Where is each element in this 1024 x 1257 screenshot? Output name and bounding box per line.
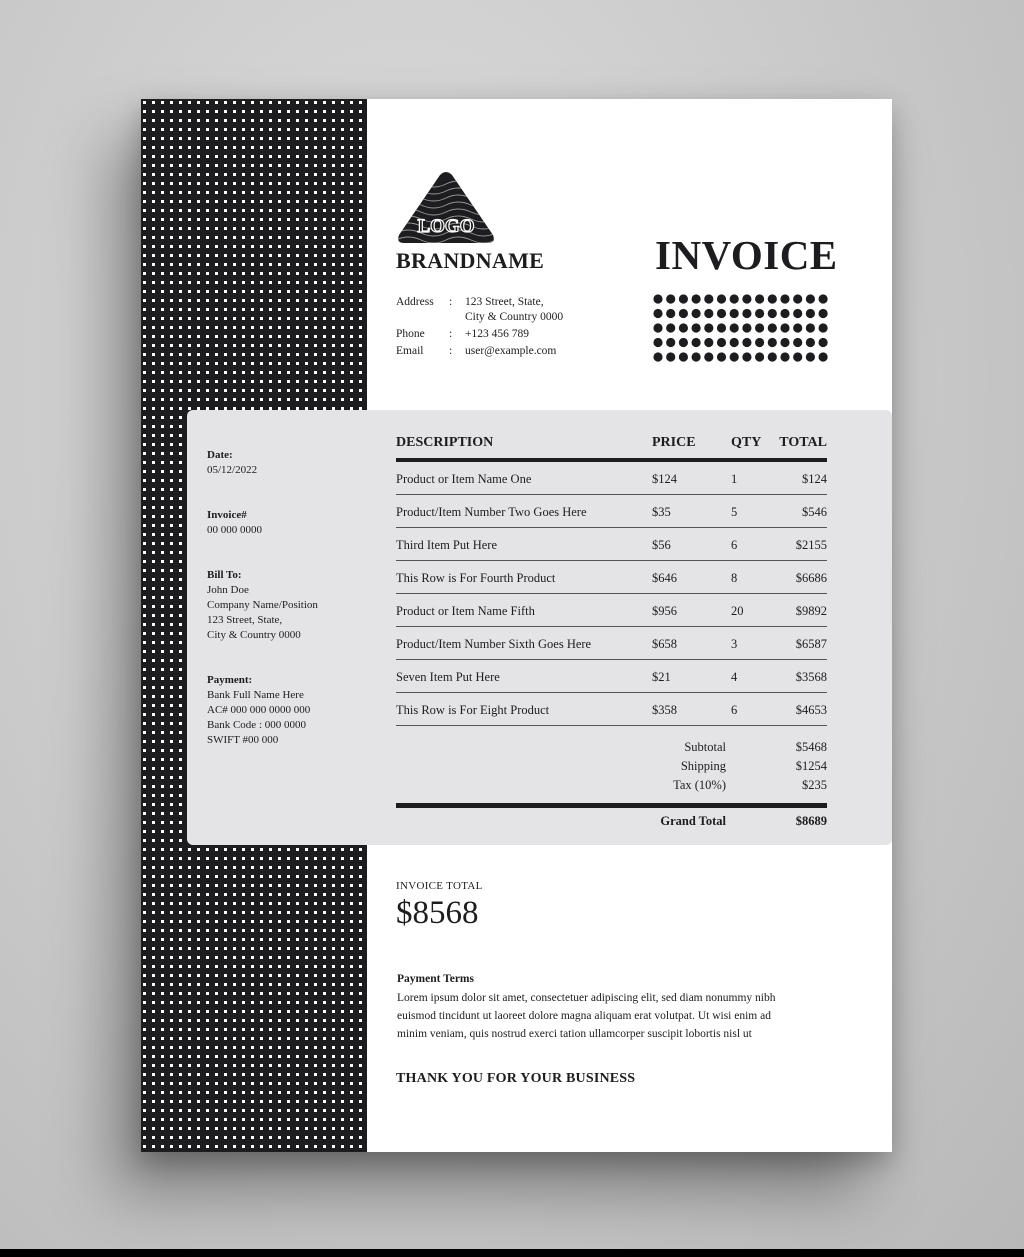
dot-mark (704, 309, 713, 318)
dot-mark (730, 294, 739, 303)
dot-mark (679, 352, 688, 361)
cell-price: $56 (652, 537, 671, 552)
contact-address (396, 295, 605, 327)
phone-value: +123 456 789 (465, 328, 529, 340)
summary-value: $235 (802, 778, 827, 792)
cell-total: $4653 (795, 702, 827, 717)
cell-description: Third Item Put Here (396, 537, 498, 552)
cell-qty: 3 (731, 636, 738, 651)
cell-total: $2155 (795, 537, 827, 552)
summary-value: $5468 (795, 740, 827, 754)
dot-mark (679, 309, 688, 318)
invoice-total-label: INVOICE TOTAL (396, 880, 483, 892)
cell-qty: 4 (731, 669, 738, 684)
contact-label: Address (396, 296, 434, 308)
dot-mark (793, 294, 802, 303)
logo-text: LOGO (417, 216, 475, 237)
dot-mark (653, 309, 662, 318)
meta-value: SWIFT #00 000 (207, 734, 279, 746)
header-description: DESCRIPTION (396, 435, 494, 450)
invoice-sheet (141, 99, 892, 1152)
meta-value: 00 000 0000 (207, 524, 262, 536)
grand-total-value: $8689 (795, 814, 827, 828)
invoice-meta (207, 448, 357, 778)
contact-label: Email (396, 345, 424, 357)
meta-label: Date: (207, 449, 233, 461)
dot-mark (679, 338, 688, 347)
dot-mark (793, 323, 802, 332)
meta-value: John Doe (207, 584, 249, 596)
grand-total-label: Grand Total (660, 814, 726, 828)
cell-description: Seven Item Put Here (396, 669, 500, 684)
invoice-details-panel (187, 410, 892, 845)
dot-mark (666, 338, 675, 347)
cell-qty: 1 (731, 471, 738, 486)
cell-price: $124 (652, 471, 677, 486)
dot-grid-decoration (653, 294, 829, 362)
dot-mark (755, 352, 764, 361)
payment-terms-line: minim veniam, quis nostrud exerci tation ullamcorper suscipit lobortis nisl ut (397, 1028, 752, 1040)
meta-payment (207, 673, 357, 748)
meta-bill-to (207, 568, 357, 643)
dot-mark (780, 352, 789, 361)
dot-mark (755, 309, 764, 318)
dot-mark (704, 323, 713, 332)
summary-label: Subtotal (684, 740, 726, 754)
dot-mark (806, 323, 815, 332)
table-row (396, 528, 827, 561)
dot-mark (730, 323, 739, 332)
dot-mark (768, 338, 777, 347)
cell-price: $658 (652, 636, 677, 651)
triangle-logo-icon (396, 172, 496, 244)
header-total: TOTAL (779, 435, 827, 450)
grand-total-row (396, 814, 827, 829)
dot-mark (730, 309, 739, 318)
cell-qty: 6 (731, 702, 738, 717)
dot-mark (780, 294, 789, 303)
dot-mark (780, 338, 789, 347)
dot-mark (692, 294, 701, 303)
brand-logo (396, 172, 496, 244)
cell-price: $956 (652, 603, 677, 618)
meta-label: Invoice# (207, 509, 247, 521)
contact-phone (396, 327, 605, 344)
cell-total: $546 (802, 504, 827, 519)
invoice-title: INVOICE (655, 232, 838, 278)
items-table (396, 428, 827, 726)
contact-label: Phone (396, 328, 425, 340)
dot-mark (717, 338, 726, 347)
dot-mark (692, 323, 701, 332)
dot-mark (692, 352, 701, 361)
cell-description: Product or Item Name One (396, 471, 532, 486)
cell-qty: 6 (731, 537, 738, 552)
dot-mark (742, 323, 751, 332)
meta-label: Bill To: (207, 569, 242, 581)
meta-value: Bank Code : 000 0000 (207, 719, 306, 731)
cell-total: $3568 (795, 669, 827, 684)
address-line: 123 Street, State, (465, 296, 544, 308)
cell-description: Product/Item Number Sixth Goes Here (396, 636, 592, 651)
cell-price: $646 (652, 570, 677, 585)
cell-total: $124 (802, 471, 827, 486)
cell-description: Product/Item Number Two Goes Here (396, 504, 587, 519)
table-row (396, 462, 827, 495)
dot-mark (793, 338, 802, 347)
dot-mark (793, 309, 802, 318)
thank-you-message: THANK YOU FOR YOUR BUSINESS (396, 1071, 636, 1086)
meta-value: Bank Full Name Here (207, 689, 304, 701)
cell-total: $9892 (795, 603, 827, 618)
dot-mark (704, 294, 713, 303)
dot-mark (819, 309, 828, 318)
meta-value: City & Country 0000 (207, 629, 301, 641)
payment-terms-line: Lorem ipsum dolor sit amet, consectetuer adipiscing elit, sed diam nonummy nibh (397, 992, 776, 1004)
dot-mark (742, 338, 751, 347)
meta-value: 123 Street, State, (207, 614, 283, 626)
email-value: user@example.com (465, 345, 557, 357)
contact-separator: : (449, 328, 453, 340)
tax-row (396, 776, 827, 795)
meta-value: AC# 000 000 0000 000 (207, 704, 311, 716)
meta-label: Payment: (207, 674, 253, 686)
table-header (396, 428, 827, 462)
table-row (396, 495, 827, 528)
contact-email (396, 344, 605, 359)
header-qty: QTY (731, 435, 762, 450)
dot-mark (679, 294, 688, 303)
dot-mark (768, 294, 777, 303)
dot-mark (793, 352, 802, 361)
dot-mark (679, 323, 688, 332)
summary-label: Shipping (680, 759, 726, 773)
cell-description: This Row is For Fourth Product (396, 570, 556, 585)
brand-name: BRANDNAME (396, 248, 545, 273)
summary-value: $1254 (795, 759, 827, 773)
dot-mark (730, 352, 739, 361)
table-row (396, 594, 827, 627)
table-row (396, 660, 827, 693)
cell-description: Product or Item Name Fifth (396, 603, 535, 618)
dot-mark (742, 309, 751, 318)
dot-mark (653, 294, 662, 303)
cell-total: $6587 (795, 636, 827, 651)
dot-mark (717, 352, 726, 361)
dot-mark (717, 309, 726, 318)
dot-mark (806, 294, 815, 303)
dot-mark (692, 309, 701, 318)
address-line: City & Country 0000 (465, 311, 564, 323)
dot-mark (653, 352, 662, 361)
dot-mark (666, 323, 675, 332)
subtotal-row (396, 738, 827, 757)
dot-mark (730, 338, 739, 347)
summary-label: Tax (10%) (673, 778, 726, 792)
dot-mark (717, 294, 726, 303)
table-row (396, 561, 827, 594)
meta-invoice-number (207, 508, 357, 538)
dot-mark (755, 294, 764, 303)
dot-mark (806, 309, 815, 318)
dot-mark (755, 323, 764, 332)
totals-summary (396, 738, 827, 795)
dot-mark (692, 338, 701, 347)
cell-total: $6686 (795, 570, 827, 585)
dot-mark (653, 338, 662, 347)
shipping-row (396, 757, 827, 776)
dot-mark (819, 352, 828, 361)
grand-total-divider (396, 803, 827, 808)
dot-mark (768, 323, 777, 332)
dot-mark (653, 323, 662, 332)
dot-mark (704, 338, 713, 347)
dot-mark (704, 352, 713, 361)
dot-mark (755, 338, 764, 347)
payment-terms-heading: Payment Terms (397, 973, 474, 985)
table-row (396, 627, 827, 660)
contact-block (396, 295, 605, 359)
invoice-total-value: $8568 (396, 895, 479, 931)
cell-qty: 20 (731, 603, 744, 618)
contact-separator: : (449, 345, 453, 357)
meta-value: 05/12/2022 (207, 464, 258, 476)
dot-mark (819, 338, 828, 347)
cell-price: $358 (652, 702, 677, 717)
dot-mark (666, 294, 675, 303)
dot-mark (666, 352, 675, 361)
dot-mark (742, 352, 751, 361)
dot-mark (717, 323, 726, 332)
dot-mark (768, 352, 777, 361)
payment-terms-line: euismod tincidunt ut laoreet dolore magna aliquam erat volutpat. Ut wisi enim ad (397, 1010, 771, 1022)
dot-mark (819, 294, 828, 303)
table-row (396, 693, 827, 726)
dot-mark (742, 294, 751, 303)
cell-qty: 8 (731, 570, 738, 585)
dot-mark (780, 323, 789, 332)
dot-mark (768, 309, 777, 318)
cell-qty: 5 (731, 504, 738, 519)
dot-mark (806, 352, 815, 361)
dot-mark (780, 309, 789, 318)
meta-value: Company Name/Position (207, 599, 318, 611)
bottom-border (0, 1249, 1024, 1257)
cell-description: This Row is For Eight Product (396, 702, 550, 717)
dot-mark (819, 323, 828, 332)
meta-date (207, 448, 357, 478)
payment-terms-body (397, 989, 817, 1043)
header-price: PRICE (652, 435, 696, 450)
cell-price: $21 (652, 669, 671, 684)
dot-mark (806, 338, 815, 347)
dot-mark (666, 309, 675, 318)
contact-separator: : (449, 296, 453, 308)
cell-price: $35 (652, 504, 671, 519)
